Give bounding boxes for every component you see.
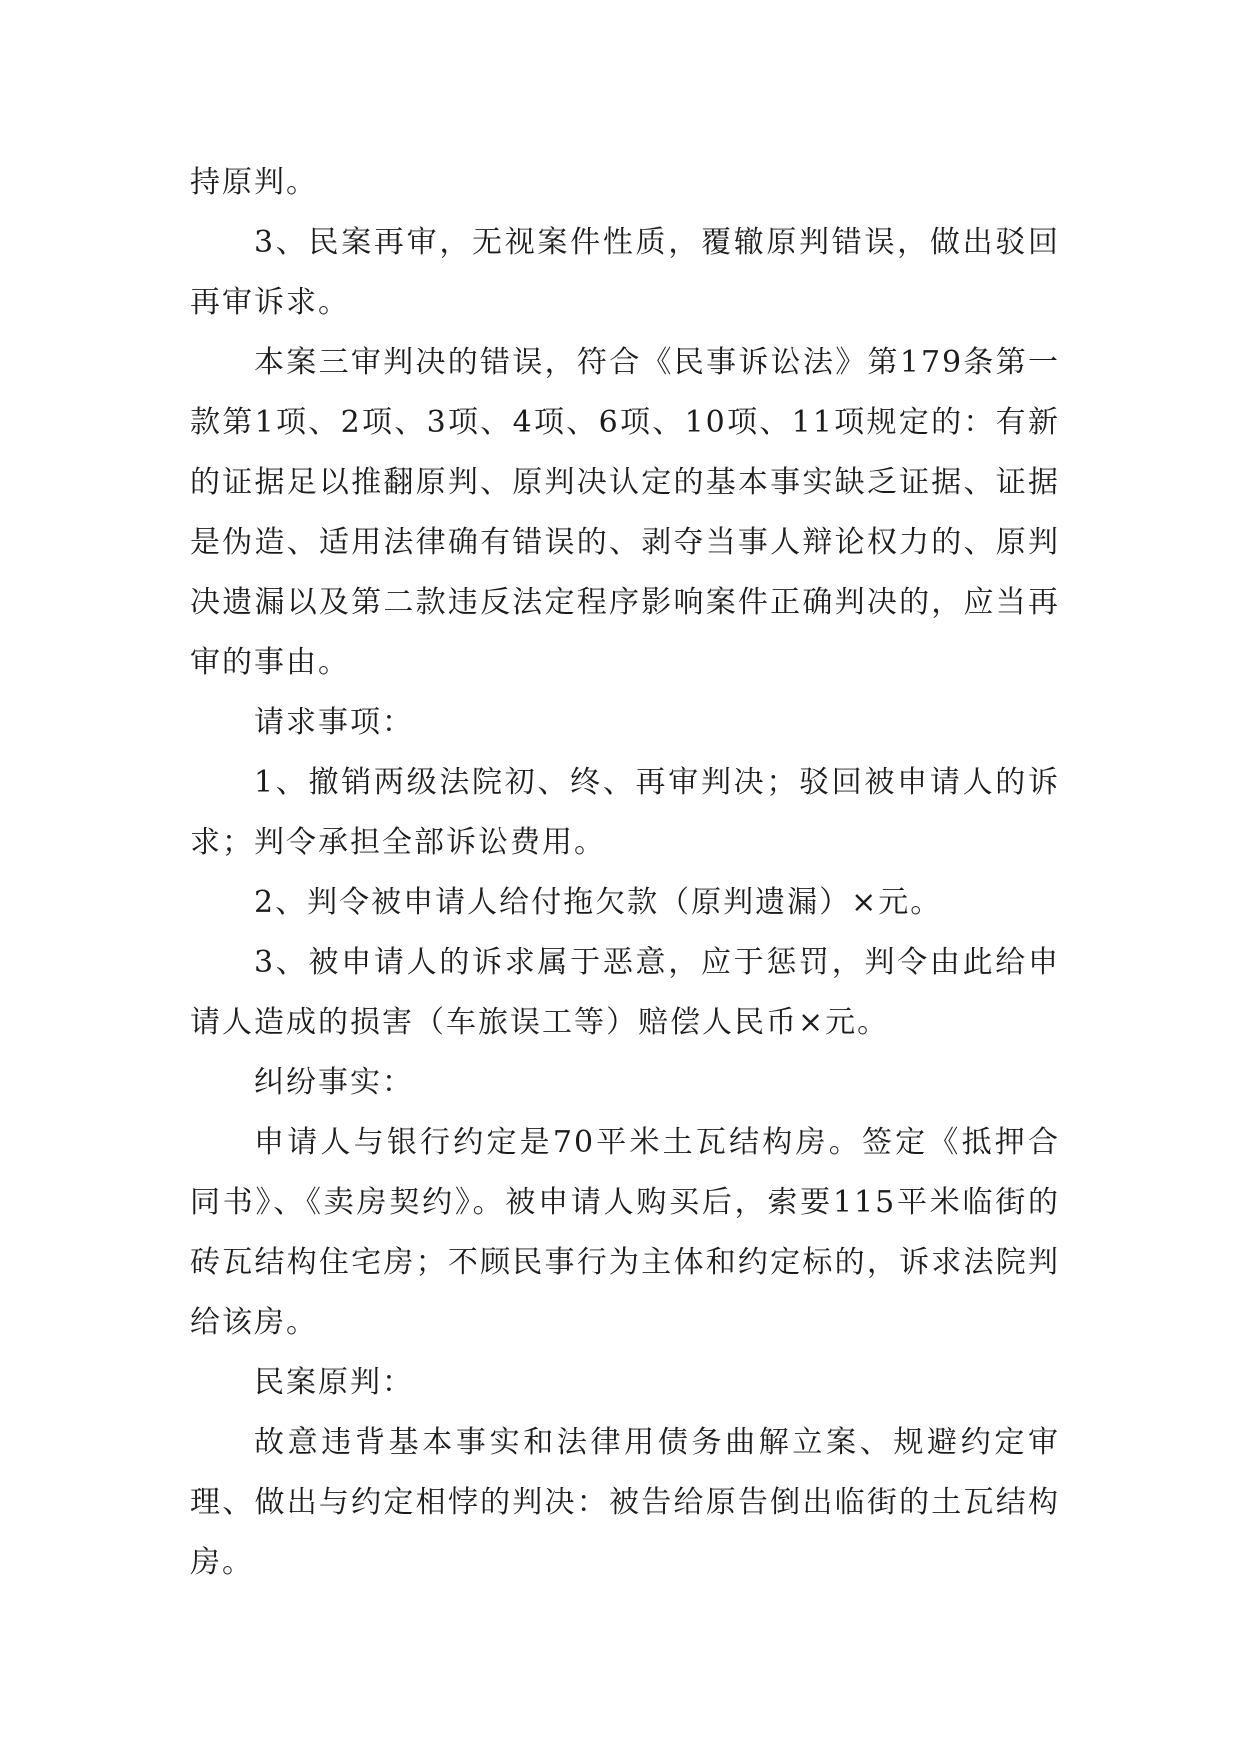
paragraph-continuation: 持原判。 — [190, 165, 318, 200]
paragraph-dispute-facts: 申请人与银行约定是70平米土瓦结构房。签定《抵押合同书》、《卖房契约》。被申请人购买后，索要115平米临街的砖瓦结构住宅房；不顾民事行为主体和约定标的，诉求法院判给该房。 — [190, 1125, 1060, 1340]
document-body — [190, 153, 1060, 1593]
paragraph-legal-basis: 本案三审判决的错误，符合《民事诉讼法》第179条第一款第1项、2项、3项、4项、6项、10项、11项规定的：有新的证据足以推翻原判、原判决认定的基本事实缺乏证据、证据是伪造、适用法律确有错误的、剥夺当事人辩论权力的、原判决遗漏以及第二款违反法定程序影响案件正确判决的，应当再审的事由。 — [190, 345, 1060, 680]
request-item-1: 1、撤销两级法院初、终、再审判决；驳回被申请人的诉求；判令承担全部诉讼费用。 — [190, 765, 1060, 860]
section-heading-dispute-facts: 纠纷事实： — [254, 1065, 414, 1100]
section-heading-original-judgment: 民案原判： — [254, 1365, 414, 1400]
paragraph-original-judgment: 故意违背基本事实和法律用债务曲解立案、规避约定审理、做出与约定相悖的判决：被告给原告倒出临街的土瓦结构房。 — [190, 1425, 1060, 1580]
section-heading-requests: 请求事项： — [254, 705, 414, 740]
paragraph-item-3-retrial: 3、民案再审，无视案件性质，覆辙原判错误，做出驳回再审诉求。 — [190, 225, 1060, 320]
request-item-2: 2、判令被申请人给付拖欠款（原判遗漏）×元。 — [254, 885, 943, 920]
request-item-3: 3、被申请人的诉求属于恶意，应于惩罚，判令由此给申请人造成的损害（车旅误工等）赔偿人民币×元。 — [190, 945, 1060, 1040]
